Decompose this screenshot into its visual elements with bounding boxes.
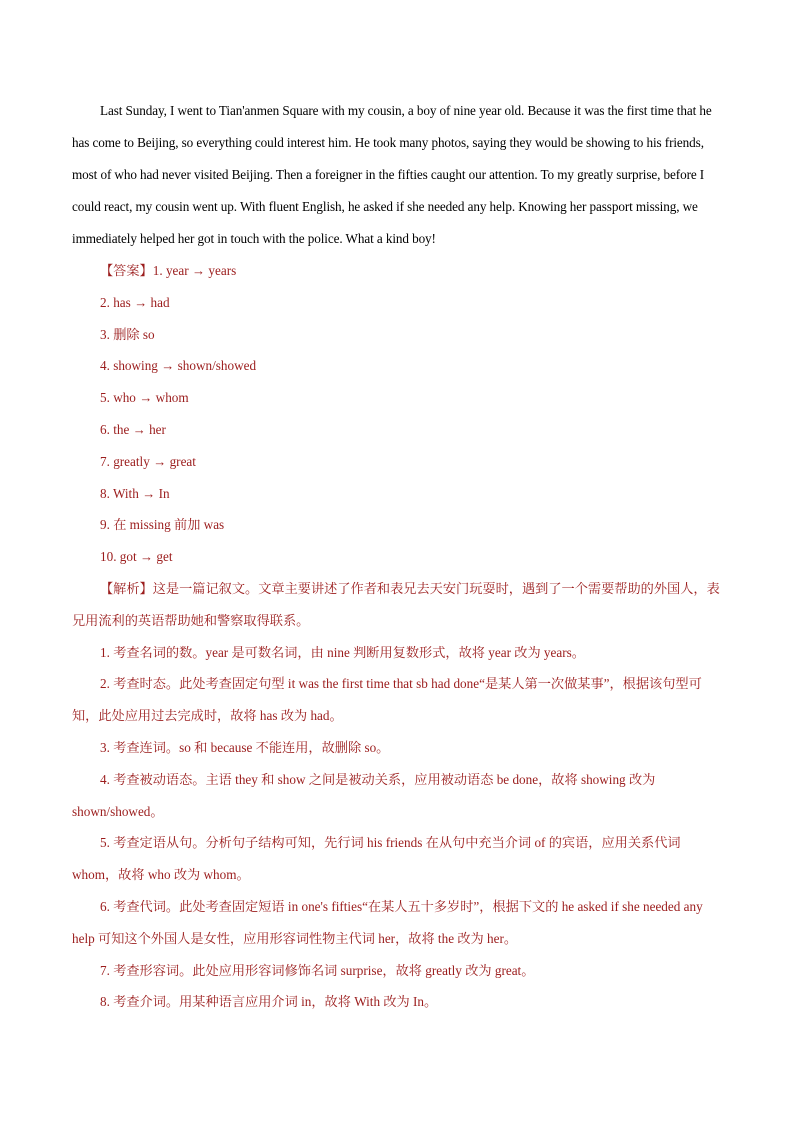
document-page: [72, 95, 722, 1018]
answer-label: 【答案】: [100, 263, 153, 278]
analysis-item: 3. 考查连词。so 和 because 不能连用，故删除 so。: [100, 739, 390, 755]
analysis-intro: [72, 573, 722, 637]
answer-item: 3. 删除 so: [100, 326, 155, 342]
answer-item: 9. 在 missing 前加 was: [100, 517, 225, 533]
answer-item: 5. who → whom: [100, 390, 189, 406]
answer-section: [72, 255, 722, 573]
answer-item: 7. greatly → great: [100, 453, 196, 469]
analysis-section: [72, 573, 722, 1018]
analysis-item: 4. 考查被动语态。主语 they 和 show 之间是被动关系，应用被动语态 be done，故将 showing 改为 shown/showed。: [72, 771, 656, 819]
answer-line: [72, 255, 722, 287]
analysis-intro-text: 这是一篇记叙文。文章主要讲述了作者和表兄去天安门玩耍时，遇到了一个需要帮助的外国人，表兄用流利的英语帮助她和警察取得联系。: [72, 580, 720, 628]
analysis-item: 7. 考查形容词。此处应用形容词修饰名词 surprise，故将 greatly 改为 great。: [100, 962, 535, 978]
answer-item: 2. has → had: [100, 294, 170, 310]
analysis-item: 1. 考查名词的数。year 是可数名词，由 nine 判断用复数形式，故将 year 改为 years。: [100, 644, 585, 660]
analysis-item: 2. 考查时态。此处考查固定句型 it was the first time that sb had done“是某人第一次做某事”，根据该句型可知，此处应用过去完成时，故将 has 改为 had。: [72, 676, 702, 724]
answer-item: 4. showing → shown/showed: [100, 358, 257, 374]
answer-item: 8. With → In: [100, 485, 170, 501]
answer-item: 6. the → her: [100, 421, 166, 437]
passage-text: Last Sunday, I went to Tian'anmen Square with my cousin, a boy of nine year old. Because it was the first time that he has come to Beijing, so everything could interest him. He took many photos, saying they would be showing to his friends, most of who had never visited Beijing. Then a foreigner in the fifties caught our attention. To my greatly surprise, before I could react, my cousin went up. With fluent English, he asked if she needed any help. Knowing her passport missing, we immediately helped her got in touch with the police. What a kind boy!: [72, 103, 712, 246]
analysis-item: 5. 考查定语从句。分析句子结构可知，先行词 his friends 在从句中充当介词 of 的宾语，应用关系代词 whom，故将 who 改为 whom。: [72, 835, 681, 883]
answer-item: 1. year → years: [152, 263, 237, 278]
answer-item: 10. got → get: [100, 549, 173, 565]
analysis-label: 【解析】: [100, 580, 153, 596]
analysis-item: 6. 考查代词。此处考查固定短语 in one's fifties“在某人五十多岁时”，根据下文的 he asked if she needed any help 可知这个外国人是女性，应用形容词性物主代词 her，故将 the 改为 her。: [72, 898, 703, 946]
analysis-item: 8. 考查介词。用某种语言应用介词 in，故将 With 改为 In。: [100, 994, 438, 1010]
